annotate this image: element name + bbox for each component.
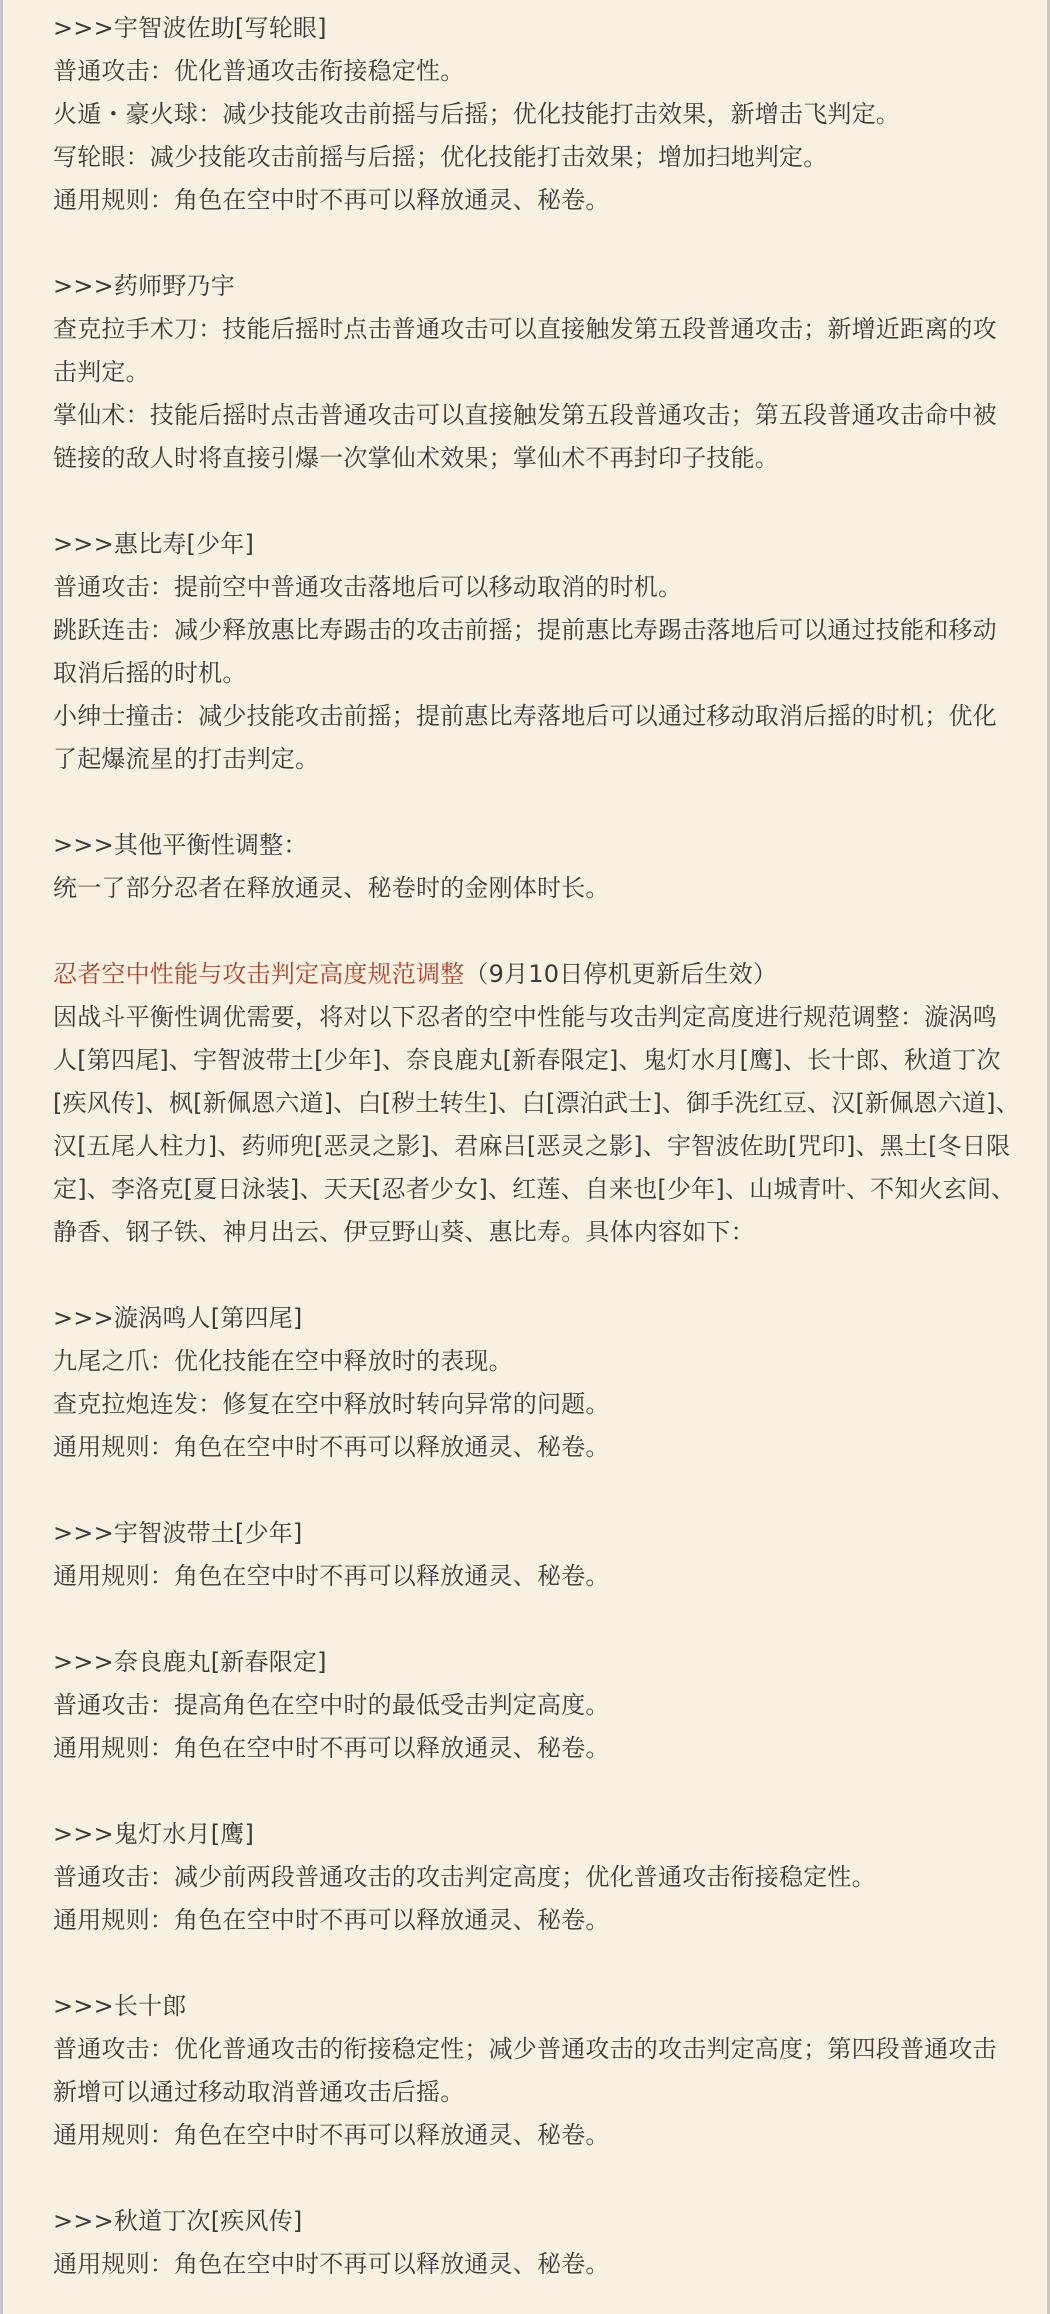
text-line: 统一了部分忍者在释放通灵、秘卷时的金刚体时长。 bbox=[53, 874, 610, 902]
text-line: 定]、李洛克[夏日泳装]、天天[忍者少女]、红莲、自来也[少年]、山城青叶、不知火玄间、 bbox=[53, 1175, 1016, 1203]
text-line: 通用规则：角色在空中时不再可以释放通灵、秘卷。 bbox=[53, 186, 610, 214]
text-line: 通用规则：角色在空中时不再可以释放通灵、秘卷。 bbox=[53, 1906, 610, 1934]
text-line: 击判定。 bbox=[53, 358, 150, 386]
heading-naruto-fourtail: >>>漩涡鸣人[第四尾] bbox=[53, 1304, 303, 1332]
text-line: 普通攻击：提前空中普通攻击落地后可以移动取消的时机。 bbox=[53, 573, 683, 601]
text-line: 普通攻击：减少前两段普通攻击的攻击判定高度；优化普通攻击衔接稳定性。 bbox=[53, 1863, 876, 1891]
heading-ebisu-young: >>>惠比寿[少年] bbox=[53, 530, 255, 558]
text-line: 汉[五尾人柱力]、药师兜[恶灵之影]、君麻吕[恶灵之影]、宇智波佐助[咒印]、黑土[冬日限 bbox=[53, 1132, 1011, 1160]
text-line: 普通攻击：优化普通攻击的衔接稳定性；减少普通攻击的攻击判定高度；第四段普通攻击 bbox=[53, 2035, 997, 2063]
heading-chojuro: >>>长十郎 bbox=[53, 1992, 187, 2020]
text-line: 九尾之爪：优化技能在空中释放时的表现。 bbox=[53, 1347, 513, 1375]
section-title-row bbox=[53, 953, 1003, 996]
section-note: （9月10日停机更新后生效） bbox=[464, 960, 778, 988]
text-line: 查克拉手术刀：技能后摇时点击普通攻击可以直接触发第五段普通攻击；新增近距离的攻 bbox=[53, 315, 997, 343]
text-line: 通用规则：角色在空中时不再可以释放通灵、秘卷。 bbox=[53, 1433, 610, 1461]
text-line: 小绅士撞击：减少技能攻击前摇；提前惠比寿落地后可以通过移动取消后摇的时机；优化 bbox=[53, 702, 997, 730]
text-line: 链接的敌人时将直接引爆一次掌仙术效果；掌仙术不再封印子技能。 bbox=[53, 444, 779, 472]
text-line: 写轮眼：减少技能攻击前摇与后摇；优化技能打击效果；增加扫地判定。 bbox=[53, 143, 828, 171]
text-line: 通用规则：角色在空中时不再可以释放通灵、秘卷。 bbox=[53, 1562, 610, 1590]
heading-choji-shippuden: >>>秋道丁次[疾风传] bbox=[53, 2207, 303, 2235]
text-line: 普通攻击：优化普通攻击衔接稳定性。 bbox=[53, 57, 465, 85]
text-line: 取消后摇的时机。 bbox=[53, 659, 247, 687]
text-line: 静香、钢子铁、神月出云、伊豆野山葵、惠比寿。具体内容如下： bbox=[53, 1218, 755, 1246]
text-line: 通用规则：角色在空中时不再可以释放通灵、秘卷。 bbox=[53, 1734, 610, 1762]
text-line: 通用规则：角色在空中时不再可以释放通灵、秘卷。 bbox=[53, 2121, 610, 2149]
heading-nonou: >>>药师野乃宇 bbox=[53, 272, 235, 300]
text-line: 了起爆流星的打击判定。 bbox=[53, 745, 320, 773]
text-line: 跳跃连击：减少释放惠比寿踢击的攻击前摇；提前惠比寿踢击落地后可以通过技能和移动 bbox=[53, 616, 997, 644]
text-line: 普通攻击：提高角色在空中时的最低受击判定高度。 bbox=[53, 1691, 610, 1719]
heading-obito-young: >>>宇智波带土[少年] bbox=[53, 1519, 303, 1547]
heading-other-balance: >>>其他平衡性调整： bbox=[53, 831, 308, 859]
text-line: 火遁・豪火球：减少技能攻击前摇与后摇；优化技能打击效果，新增击飞判定。 bbox=[53, 100, 900, 128]
text-line: 因战斗平衡性调优需要，将对以下忍者的空中性能与攻击判定高度进行规范调整：漩涡鸣 bbox=[53, 1003, 997, 1031]
text-line: 人[第四尾]、宇智波带土[少年]、奈良鹿丸[新春限定]、鬼灯水月[鹰]、长十郎、秋道丁次 bbox=[53, 1046, 1001, 1074]
text-line: [疾风传]、枫[新佩恩六道]、白[秽土转生]、白[漂泊武士]、御手洗红豆、汉[新佩恩六道]、 bbox=[53, 1089, 1020, 1117]
heading-sasuke-sharingan: >>>宇智波佐助[写轮眼] bbox=[53, 14, 327, 42]
heading-shikamaru-newyear: >>>奈良鹿丸[新春限定] bbox=[53, 1648, 327, 1676]
heading-suigetsu-hawk: >>>鬼灯水月[鹰] bbox=[53, 1820, 255, 1848]
section-title: 忍者空中性能与攻击判定高度规范调整 bbox=[53, 960, 465, 988]
text-line: 掌仙术：技能后摇时点击普通攻击可以直接触发第五段普通攻击；第五段普通攻击命中被 bbox=[53, 401, 997, 429]
text-line: 新增可以通过移动取消普通攻击后摇。 bbox=[53, 2078, 465, 2106]
text-line: 查克拉炮连发：修复在空中释放时转向异常的问题。 bbox=[53, 1390, 610, 1418]
text-line: 通用规则：角色在空中时不再可以释放通灵、秘卷。 bbox=[53, 2250, 610, 2278]
